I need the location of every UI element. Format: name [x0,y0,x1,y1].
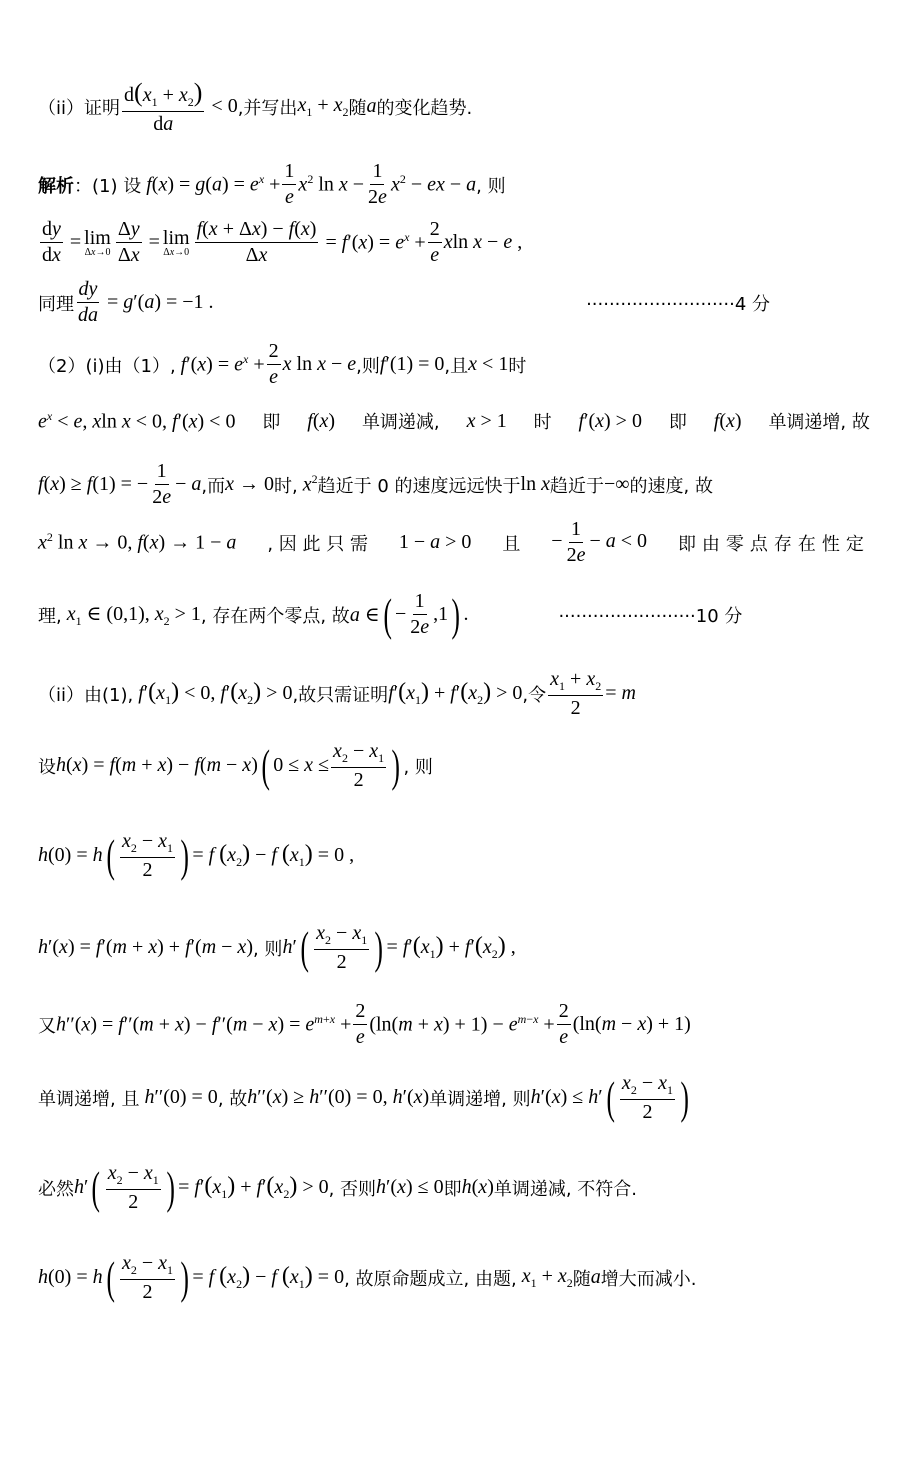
ii-label: （ii）证明 [38,97,121,119]
li: 理, [38,605,62,627]
jiyou: 即由零点存在性定 [677,533,870,555]
ji-3: 即 [443,1178,462,1200]
ji-2: 即 [668,412,687,433]
you: 又 [38,1015,56,1037]
line-define-h: 设 h(x) = f(m + x) − f(m − x) ( 0 ≤ x ≤ $\frac{x_2 - x_1}{2}$ ) , 则 [38,739,433,791]
danzeng: 单调递增, 且 [38,1088,140,1110]
line-biran: 必然 h′ ( $\frac{x_2 - x_1}{2}$ ) = $f'(x_1) + f'(x_2) > 0$ , 否则 h′(x) ≤ 0 即 h(x) 单调递减, 不符合. [38,1161,638,1213]
yinci: , 因 此 只 需 [267,533,368,555]
biran: 必然 [38,1178,74,1200]
line-derivative: $\frac{dy}{dx}$ = lim Δx→0 $\frac{\Delta y}{\Delta x}$ = lim Δx→0 $\frac{f(x + \Delta x) - f(x)}{\Delta x}$ = $f'(x) = e^x$ + $\frac{2}{e}$ xln x − e , [42,218,523,266]
qie: 且 [502,533,521,555]
ze: , 则 [403,756,433,778]
danzeng2: 单调递增, 则 [429,1088,531,1110]
line-h-second: 又 $h''(x) = f''(m + x) - f''(m - x) = e^{m+x}$ + $\frac{2}{e}$ $(\ln(m + x) + 1) - e^{m-x}$ + $\frac{2}{e}$ (ln(m − x) + 1) [38,1000,691,1048]
qu-jin2: 趋近于 [550,475,604,497]
gu: , 故 [217,1088,248,1110]
then-text: , 则 [476,175,506,197]
line-h-prime: h′(x) = f′(m + x) + f′(m − x) , 则 h′ ( $\frac{x_2 - x_1}{2}$ ) = $f'(x_1) + f'(x_2)$ , [38,921,516,973]
cunzai: , 存在两个零点, 故 [200,605,350,627]
fouze: , 否则 [328,1178,377,1200]
line-tongli: 同理 $\frac{dy}{da}$ = g′(a) = −1 . ··························4 分 [38,278,770,326]
tongli-text: 同理 [38,293,74,315]
ii-tail3: 的变化趋势. [376,97,473,119]
de-sudu: 的速度, 故 [629,475,713,497]
line-part2: （2）(i)由（1）, $f'(x) = e^x$ + $\frac{2}{e}$ x ln x − e ,则 f′(1) = 0 ,且 x < 1 时 [38,340,527,388]
intro-text: ：(1) 设 [74,175,142,197]
line-increasing: 单调递增, 且 h′′(0) = 0 , 故 h′′(x) ≥ h′′(0) = 0, h′(x) 单调递增, 则 h′(x) ≤ h′ ( $\frac{x_2 - x_1}{2}$ ) [38,1071,689,1123]
final: , 故原命题成立, 由题, [344,1268,517,1290]
she: 设 [38,756,56,778]
line-part3: （ii）由(1), $f'(x_1) < 0$, $f'(x_2) > 0$ ,故只需证明 $f'(x_1) + f'(x_2) > 0$ ,令 $\frac{x_1 + x_2}{2}$ = m [38,668,636,719]
gu-zhi: ,故只需证明 [292,684,389,706]
line-monotone: $e^x < e$, xln x < 0, f′(x) < 0 即 f(x) 单调递减, x > 1 时 f′(x) > 0 即 f(x) 单调递增, 故 [38,408,870,433]
p2-shi: 时 [508,355,527,377]
score-10: ························10 分 [558,605,743,627]
line-jiexi: 解析 ：(1) 设 $f(x) = g(a) = e^x$ + $\frac{1}{e}$ $x^2$ ln x − $\frac{1}{2e}$ $x^2$ − ex − a , 则 [38,160,506,208]
line-min: f(x) ≥ f(1) = − $\frac{1}{2e}$ − a ,而 x → 0 时, $x^2$ 趋近于 0 的速度远远快于 ln x 趋近于 −∞ 的速度, 故 [38,460,713,508]
dan-jian: 单调递减, [361,412,440,433]
danjian2: 单调递减, 不符合. [493,1178,638,1200]
shi-2: 时, [274,475,298,497]
ji-1: 即 [262,412,281,433]
score-4: ··························4 分 [586,293,770,315]
ze-2: , 则 [252,938,283,960]
final3: 增大而减小. [600,1268,697,1290]
line-limit: $x^2$ ln x → 0, f(x) → 1 − a , 因 此 只 需 1 − a > 0 且 − $\frac{1}{2e}$ − a < 0 即由零点存在性定 [38,518,870,566]
shi-1: 时 [533,412,552,433]
ii-tail2: 随 [348,97,367,119]
p3-start: （ii）由(1), [38,684,134,706]
dan-zeng: 单调递增, 故 [768,412,870,433]
line-zeros: 理, $x_1$ ∈ (0,1), $x_2 > 1$ , 存在两个零点, 故 a ∈ ( − $\frac{1}{2e}$ ,1 ) . ························10 分 [38,588,743,640]
p2-then: ,则 [356,355,380,377]
p2-start: （2）(i)由（1）, [38,355,176,377]
ling: ,令 [522,684,547,706]
line-ii-prompt: （ii）证明 $\frac{d(x_1 + x_2)}{da}$ < 0 ,并写出 $x_1 + x_2$ 随 a 的变化趋势. [38,78,473,135]
er: ,而 [201,475,226,497]
line-h0: h(0) = h ( $\frac{x_2 - x_1}{2}$ ) = f $(x_2) - f$ $(x_1) = 0$ , [38,829,355,881]
line-conclusion: h(0) = h ( $\frac{x_2 - x_1}{2}$ ) = f $(x_2) - f$ $(x_1) = 0$ , 故原命题成立, 由题, $x_1 + x_2$ 随 a 增大而减小. [38,1251,697,1303]
qu-jin: 趋近于 0 的速度远远快于 [317,475,521,497]
jiexi-label: 解析 [38,175,74,197]
ii-tail: ,并写出 [237,97,298,119]
final2: 随 [572,1268,591,1290]
derivative-fraction: $\frac{d(x_1 + x_2)}{da}$ [124,78,203,135]
p2-and: ,且 [444,355,469,377]
